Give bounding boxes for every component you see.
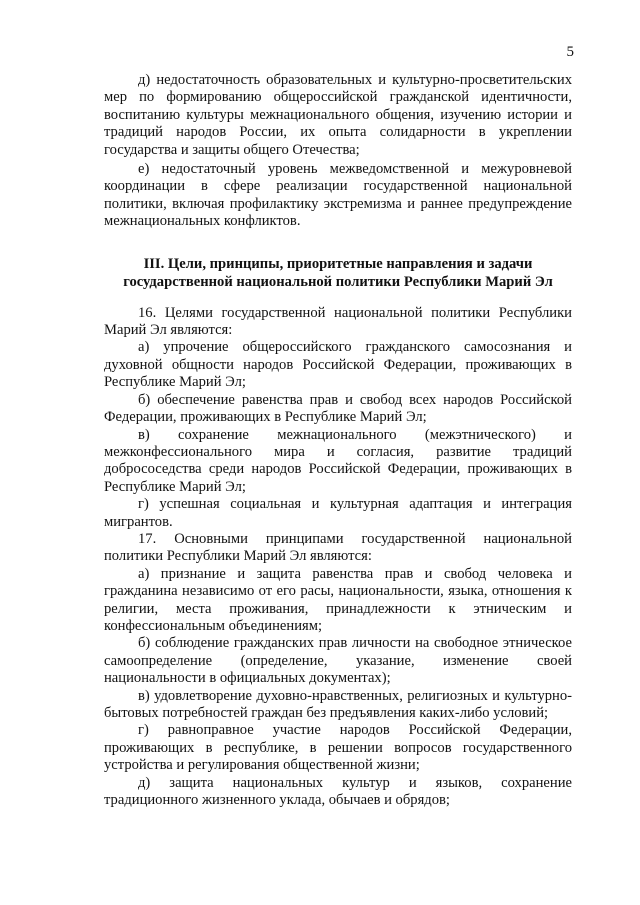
paragraph-17-b: б) соблюдение гражданских прав личности на свободное этническое самоопределение (определение, указание, изменение своей национальности в официальных документах); xyxy=(104,635,572,687)
paragraph-17-v: в) удовлетворение духовно-нравственных, религиозных и культурно-бытовых потребностей граждан без предъявления каких-либо условий; xyxy=(104,687,572,721)
document-body xyxy=(104,72,572,809)
paragraph-16-g: г) успешная социальная и культурная адаптация и интеграция мигрантов. xyxy=(104,496,572,530)
section-heading-line-2: государственной национальной политики Республики Марий Эл xyxy=(123,273,553,290)
paragraph-17-d: д) защита национальных культур и языков, сохранение традиционного жизненного уклада, обычаев и обрядов; xyxy=(104,774,572,809)
paragraph-16-v: в) сохранение межнационального (межэтнического) и межконфессионального мира и согласия, развитие традиций добрососедства среди народов Российской Федерации, проживающих в Республике Марий Эл; xyxy=(104,426,572,495)
page-number: 5 xyxy=(566,44,574,60)
paragraph-16: 16. Целями государственной национальной политики Республики Марий Эл являются: xyxy=(104,304,572,339)
paragraph-item-e: е) недостаточный уровень межведомственной и межуровневой координации в сфере реализации государственной национальной политики, включая профилактику экстремизма и раннее предупреждение межнациональных конфликтов. xyxy=(104,161,572,230)
paragraph-17: 17. Основными принципами государственной национальной политики Республики Марий Эл являются: xyxy=(104,530,572,565)
paragraph-17-a: а) признание и защита равенства прав и свобод человека и гражданина независимо от его расы, национальности, языка, отношения к религии, места проживания, принадлежности к этническим и конфессиональным объединениям; xyxy=(104,565,572,634)
paragraph-16-a: а) упрочение общероссийского гражданского самосознания и духовной общности народов Российской Федерации, проживающих в Республике Марий Эл; xyxy=(104,339,572,391)
paragraph-17-g: г) равноправное участие народов Российской Федерации, проживающих в республике, в решении вопросов государственного устройства и регулирования общественной жизни; xyxy=(104,722,572,774)
section-heading-line-1: III. Цели, принципы, приоритетные направления и задачи xyxy=(143,255,533,272)
paragraph-16-b: б) обеспечение равенства прав и свобод всех народов Российской Федерации, проживающих в Республике Марий Эл; xyxy=(104,391,572,426)
section-heading xyxy=(104,255,572,291)
paragraph-item-d: д) недостаточность образовательных и культурно-просветительских мер по формированию общероссийской гражданской идентичности, воспитанию культуры межнационального общения, изучению истории и традиций народов России, их опыта солидарности в укреплении государства и защиты общего Отечества; xyxy=(104,72,572,158)
